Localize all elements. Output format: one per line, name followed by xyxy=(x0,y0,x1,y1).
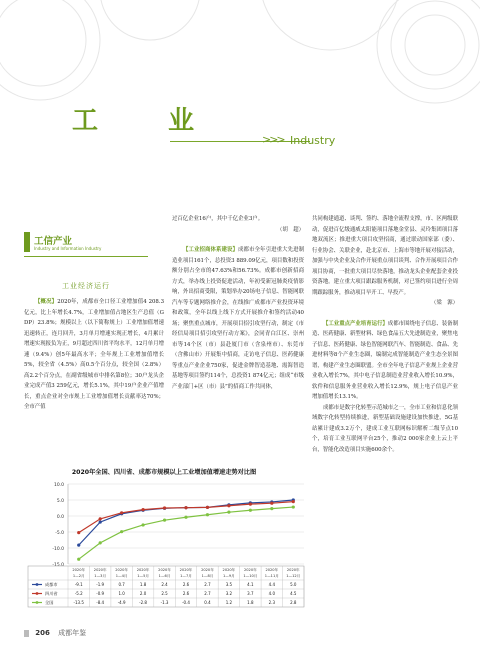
paragraph-continue-3 xyxy=(312,214,458,298)
legend-label: 成都市 xyxy=(45,582,58,587)
data-label: -0.9 xyxy=(96,591,105,596)
paragraph-overview xyxy=(24,297,164,413)
data-point xyxy=(184,516,187,519)
legend-label: 全国 xyxy=(45,600,54,605)
data-label: 4.1 xyxy=(247,582,254,587)
data-label: 1.0 xyxy=(118,591,125,596)
investment-text: 成都市全年引进重大先进制造业项目161个，总投资3 889.09亿元，项目数和投资额分别占全市的47.63%和56.73%。成都市创新招商方式，举办线上投资促进活动，年初受新冠肺炎疫情影响，外出招商受限，策划举办20场电子信息、智能网联汽车等专题网络推介会，在线推广成都市产业投资环境和政策，全年以线上线下方式开展推介和签约活动40场；聚焦重点城市，开展项目招引攻坚行动，制定《市经信局项目招引攻坚行动方案》，会同青白江区、崇州市等14个区（市）县赴厦门市（含泉州市）、东莞市（含佛山市）开展集中招商，走访电子信息、医药健康等重点产业企业750家，促进金牌智造基地、霞海智造基地等项目签约114个，总投资1 874亿元；组成“市级产业部门+区（市）县”的招商工作共同体， xyxy=(172,247,304,390)
data-label: 0.4 xyxy=(204,600,211,605)
data-point xyxy=(206,506,209,509)
legend-marker xyxy=(36,601,39,604)
x-tick-label: 1—3月 xyxy=(94,574,107,578)
data-point xyxy=(206,513,209,516)
x-tick-label: 1—7月 xyxy=(180,574,192,578)
paragraph-digital xyxy=(312,403,458,456)
data-point xyxy=(77,544,80,547)
tag-investment: 【工业招商体系建设】 xyxy=(183,247,239,253)
data-point xyxy=(77,531,80,534)
data-label: 2.0 xyxy=(139,591,147,596)
line-chart xyxy=(24,478,308,620)
data-point xyxy=(270,507,273,510)
data-label: 2.6 xyxy=(182,582,190,587)
x-tick-label: 1—9月 xyxy=(223,574,235,578)
data-point xyxy=(163,519,166,522)
data-point xyxy=(270,502,273,505)
key-industry-text: 成都市围绕电子信息、装备制造、医药健康、新型材料、绿色食品五大先进制造业，聚焦电子信息、医药健康、绿色智能网联汽车、智能制造、食品、先进材料等8个产业生态圈，编制完成智能制造产业生态全景图谱，构建产业生态圈联盟。全市全年电子信息产业规上企业营业收入增长7%，其中电子信息制造业营业收入增长10.9%，软件和信息服务业营业收入增长12.9%，规上电子信息产业增加值增长13.1%。 xyxy=(312,320,458,400)
data-point xyxy=(292,505,295,508)
data-point xyxy=(99,520,102,523)
column-3 xyxy=(312,214,458,624)
signature-3: （梁 源） xyxy=(431,300,458,306)
continue-text: 过百亿企业16户，其中千亿企业3户。 xyxy=(172,216,264,222)
series-line xyxy=(79,507,294,559)
x-tick-label: 2020年 xyxy=(243,568,257,572)
paragraph-investment xyxy=(172,245,304,392)
y-tick-label: 5.0 xyxy=(56,499,64,504)
y-tick-label: -5.0 xyxy=(55,531,64,536)
data-label: 3.5 xyxy=(225,582,233,587)
data-point xyxy=(249,509,252,512)
data-label: 0.7 xyxy=(118,582,125,587)
section-subtitle: Industry and Information Industry xyxy=(34,246,102,251)
footer-marker xyxy=(24,630,29,637)
data-label: 1.8 xyxy=(247,600,254,605)
data-label: -13.5 xyxy=(73,600,84,605)
sub-heading: 工业经济运行 xyxy=(62,282,110,290)
page-title-english: Industry xyxy=(290,134,336,147)
column-2 xyxy=(172,214,304,460)
data-label: 4.0 xyxy=(268,591,276,596)
data-label: -9.1 xyxy=(74,582,83,587)
data-label: -0.4 xyxy=(182,600,190,605)
x-tick-label: 2020年 xyxy=(179,568,193,572)
y-tick-label: -15.0 xyxy=(52,563,64,568)
data-label: 2.8 xyxy=(290,600,297,605)
y-tick-label: -10.0 xyxy=(52,547,64,552)
paragraph-continue xyxy=(172,214,304,225)
data-label: -5.2 xyxy=(74,591,83,596)
legend-label: 四川省 xyxy=(45,591,58,596)
data-label: 2.7 xyxy=(204,582,211,587)
x-tick-label: 2020年 xyxy=(286,568,300,572)
data-label: 4.4 xyxy=(268,582,276,587)
y-tick-label: 0.0 xyxy=(56,515,64,520)
digital-text: 成都市是数字化转型示范城市之一，全市工业和信息化领域数字化转型持续推进，新型基础设施建设加快推进，5G基站累计建成3.2万个，建成工业互联网标识解析二级节点10个，培育工业互联网平台25个，推动2 000家企业上云上平台，智能化改造项目实施600余个。 xyxy=(312,404,458,453)
data-point xyxy=(292,500,295,503)
data-label: 2.3 xyxy=(268,600,276,605)
page-number: 206 xyxy=(35,629,50,637)
data-point xyxy=(99,517,102,520)
chevron-right-icon: >>> xyxy=(262,133,284,146)
y-tick-label: 10.0 xyxy=(53,483,64,488)
data-point xyxy=(227,504,230,507)
signature: （胡 超） xyxy=(277,226,304,233)
data-point xyxy=(120,530,123,533)
data-point xyxy=(141,523,144,526)
section-marker xyxy=(24,232,30,252)
data-label: -8.4 xyxy=(96,600,105,605)
data-label: -1.3 xyxy=(160,600,169,605)
data-point xyxy=(249,503,252,506)
overview-text: 2020年，成都市全口径工业增加值4 208.3亿元，比上年增长4.7%，工业增加值占地区生产总值（GDP）23.8%；规模以上（以下简称规上）工业增加值增速迅速转正，连月回升，3月单月增速实现正增长，4月累计增速实现报负为正，9月超过四川省平均水平，12月单月增速（9.4%）创5年最高水平；全年规上工业增加值增长5%，较全省（4.5%）高0.5个百分点，较全国（2.8%）高2.2个百分点，在副省级城市中排名第8位；30户龙头企业完成产值3 259亿元，增长5.1%，其中19户企业产值增长，重点企业对全市规上工业增加值增长贡献率达70%；全市产值 xyxy=(24,299,164,410)
tag-overview: 【概况】 xyxy=(35,299,58,305)
page-title: 工 业 xyxy=(72,106,217,136)
data-point xyxy=(141,508,144,511)
legend-marker xyxy=(36,592,39,595)
data-label: -1.9 xyxy=(96,582,105,587)
section-divider xyxy=(24,256,148,257)
x-tick-label: 2020年 xyxy=(222,568,236,572)
page-footer xyxy=(24,628,86,638)
data-label: 2.4 xyxy=(161,582,168,587)
data-label: 2.6 xyxy=(182,591,190,596)
data-point xyxy=(227,511,230,514)
legend-marker xyxy=(36,583,39,586)
tag-key-industry: 【工业重点产业培育运行】 xyxy=(323,320,388,327)
x-tick-label: 2020年 xyxy=(72,568,86,572)
x-tick-label: 1—5月 xyxy=(137,574,149,578)
x-tick-label: 1—2月 xyxy=(72,574,85,578)
x-tick-label: 2020年 xyxy=(136,568,150,572)
x-tick-label: 2020年 xyxy=(265,568,279,572)
data-point xyxy=(77,558,80,561)
chart-title: 2020年全国、四川省、成都市规模以上工业增加值增速走势对比图 xyxy=(71,469,257,476)
data-label: 4.5 xyxy=(290,591,297,596)
data-point xyxy=(99,541,102,544)
x-tick-label: 1—8月 xyxy=(201,574,214,578)
data-label: 2.7 xyxy=(204,591,211,596)
x-tick-label: 2020年 xyxy=(201,568,214,572)
data-label: 2.5 xyxy=(161,591,168,596)
header-divider xyxy=(170,141,310,142)
x-tick-label: 2020年 xyxy=(93,568,107,572)
x-tick-label: 1—4月 xyxy=(115,574,128,578)
x-tick-label: 1—10月 xyxy=(243,574,258,578)
x-tick-label: 1—11月 xyxy=(264,574,279,578)
x-tick-label: 2020年 xyxy=(115,568,129,572)
continue-text-3: 共同构建通道、谈判、签约、落地全流程支撑，市、区两级联动，促进百亿级通威太阳能项目落地金堂县、灵玲集团项目落地双流区；推进重大项目攻坚招商，通过联动国家部（委）、行业协会、关联企业，赴北京市、上海市等地开展对接活动，加强与中央企业及合作开展重点项目谈判、合作开展项目合作项目协商，一批重大项目尽快落地，推动龙头企业配套企业投资落地。建立重大项目跟踪服务机制，对已签约项目进行全周期跟踪服务，推动项目早开工、早投产。 xyxy=(312,216,458,296)
x-tick-label: 1—12月 xyxy=(286,574,301,578)
data-label: -4.9 xyxy=(117,600,126,605)
data-point xyxy=(120,511,123,514)
x-tick-label: 2020年 xyxy=(158,568,171,572)
section-title: 工信产业 xyxy=(34,236,73,247)
data-label: -2.8 xyxy=(139,600,147,605)
book-name: 成都年鉴 xyxy=(58,629,87,637)
paragraph-key-industry xyxy=(312,319,458,403)
x-tick-label: 1—6月 xyxy=(158,574,171,578)
data-point xyxy=(184,506,187,509)
data-label: 3.2 xyxy=(225,591,233,596)
data-label: 1.8 xyxy=(139,582,147,587)
data-label: 5.0 xyxy=(290,582,297,587)
data-point xyxy=(163,506,166,509)
column-1 xyxy=(24,297,164,457)
data-label: 1.2 xyxy=(225,600,233,605)
data-label: 3.7 xyxy=(247,591,254,596)
